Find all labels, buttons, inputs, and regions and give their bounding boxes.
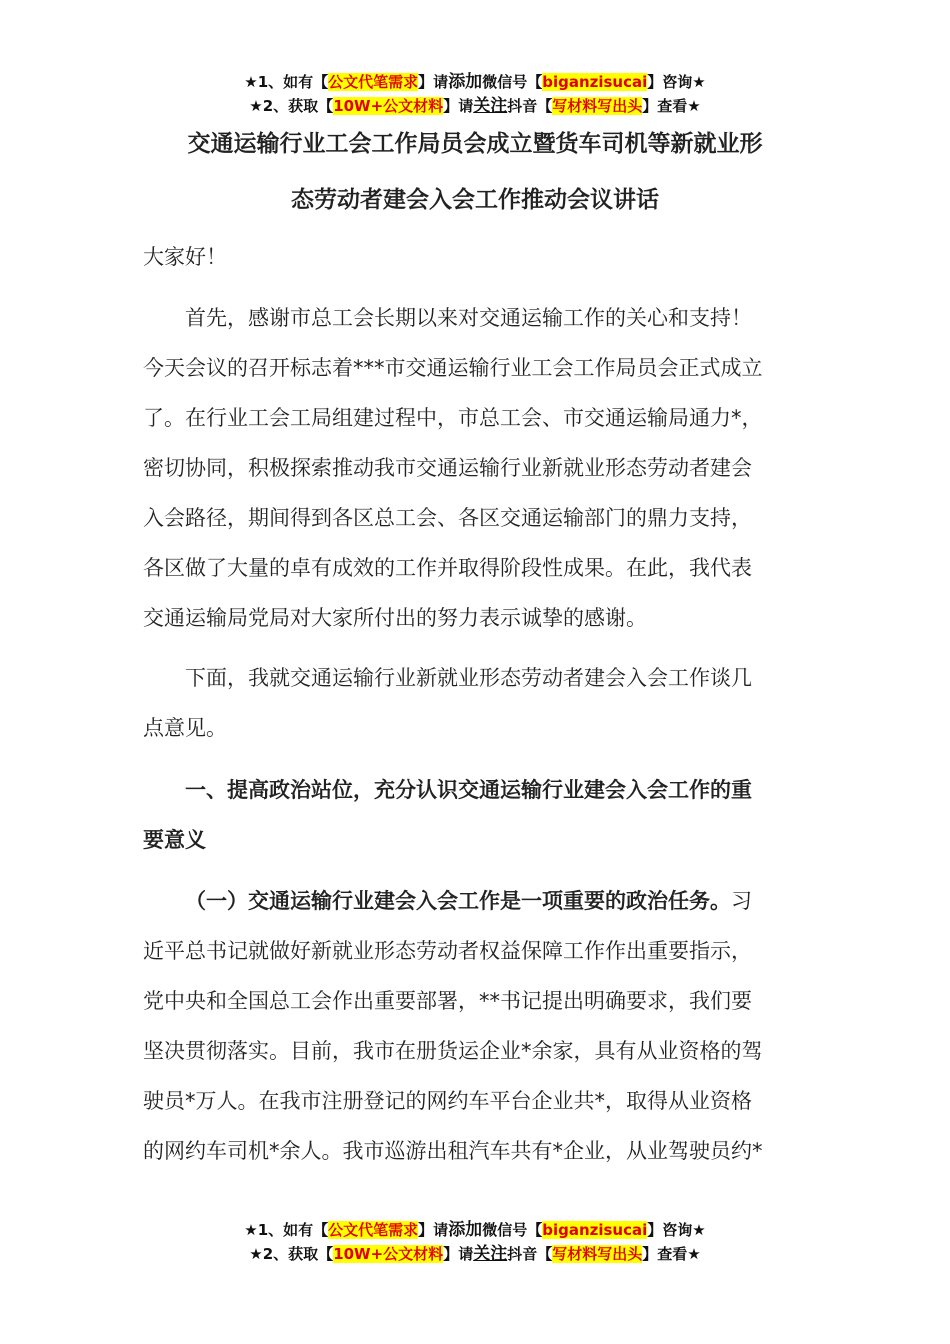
promo-text: 】查看★ [642, 1245, 701, 1263]
promo-text: 】请 [418, 1221, 449, 1239]
promo-line-1 [0, 1218, 950, 1242]
paragraph-line: 党中央和全国总工会作出重要部署，**书记提出明确要求，我们要 [143, 989, 752, 1013]
promo-line-2 [0, 94, 950, 118]
promo-text: ★1、如有【 [244, 1221, 329, 1239]
paragraph-1 [143, 293, 808, 643]
promo-text: 抖音【 [507, 1245, 553, 1263]
paragraph-line: 密切协同，积极探索推动我市交通运输行业新就业形态劳动者建会 [143, 456, 752, 480]
subheading-1: （一）交通运输行业建会入会工作是一项重要的政治任务。 [185, 889, 731, 913]
paragraph-line: 了。在行业工会工局组建过程中，市总工会、市交通运输局通力*， [143, 406, 763, 430]
promo-emphasis: 关注 [473, 1244, 508, 1264]
document-title [130, 116, 820, 228]
paragraph-line: 首先，感谢市总工会长期以来对交通运输工作的关心和支持！ [185, 306, 752, 330]
paragraph-3 [143, 876, 808, 1176]
paragraph-line: 各区做了大量的卓有成效的工作并取得阶段性成果。在此，我代表 [143, 556, 752, 580]
promo-footer [0, 1218, 950, 1266]
paragraph-line: 坚决贯彻落实。目前，我市在册货运企业*余家，具有从业资格的驾 [143, 1039, 763, 1063]
promo-highlight: biganzisucai [542, 1221, 648, 1239]
paragraph-text: 习 [731, 889, 752, 913]
promo-highlight: 公文代笔需求 [328, 73, 419, 91]
promo-header [0, 70, 950, 118]
promo-text: ★2、获取【 [249, 97, 334, 115]
promo-emphasis: 添加 [448, 1220, 483, 1240]
promo-emphasis: 添加 [448, 72, 483, 92]
promo-text: 】请 [443, 1245, 474, 1263]
promo-text: 】查看★ [642, 97, 701, 115]
title-line: 态劳动者建会入会工作推动会议讲话 [291, 187, 659, 213]
greeting: 大家好！ [143, 245, 227, 269]
title-line: 交通运输行业工会工作局员会成立暨货车司机等新就业形 [187, 131, 763, 157]
paragraph-line: 近平总书记就做好新就业形态劳动者权益保障工作作出重要指示， [143, 939, 752, 963]
heading-line: 一、提高政治站位，充分认识交通运输行业建会入会工作的重 [185, 778, 752, 802]
promo-highlight: 公文代笔需求 [328, 1221, 419, 1239]
promo-line-2 [0, 1242, 950, 1266]
paragraph-line: 点意见。 [143, 716, 227, 740]
promo-highlight: 10W+公文材料 [333, 97, 444, 115]
paragraph-line: 今天会议的召开标志着***市交通运输行业工会工作局员会正式成立 [143, 356, 763, 380]
heading-line: 要意义 [143, 828, 206, 852]
promo-text: 抖音【 [507, 97, 553, 115]
promo-highlight: 写材料写出头 [552, 97, 643, 115]
promo-text: 】请 [418, 73, 449, 91]
promo-text: 】咨询★ [647, 73, 706, 91]
promo-line-1 [0, 70, 950, 94]
paragraph-2 [143, 653, 808, 753]
promo-highlight: 写材料写出头 [552, 1245, 643, 1263]
promo-text: 微信号【 [482, 1221, 543, 1239]
paragraph-line: 驶员*万人。在我市注册登记的网约车平台企业共*，取得从业资格 [143, 1089, 752, 1113]
paragraph-line: 入会路径，期间得到各区总工会、各区交通运输部门的鼎力支持， [143, 506, 752, 530]
promo-emphasis: 关注 [473, 96, 508, 116]
promo-text: 微信号【 [482, 73, 543, 91]
promo-text: ★2、获取【 [249, 1245, 334, 1263]
promo-text: ★1、如有【 [244, 73, 329, 91]
promo-text: 】请 [443, 97, 474, 115]
promo-highlight: 10W+公文材料 [333, 1245, 444, 1263]
paragraph-line: 下面，我就交通运输行业新就业形态劳动者建会入会工作谈几 [185, 666, 752, 690]
section-heading-1 [143, 765, 808, 865]
paragraph-line [143, 876, 808, 926]
promo-text: 】咨询★ [647, 1221, 706, 1239]
paragraph-line: 交通运输局党局对大家所付出的努力表示诚挚的感谢。 [143, 606, 647, 630]
paragraph-line: 的网约车司机*余人。我市巡游出租汽车共有*企业，从业驾驶员约* [143, 1139, 763, 1163]
promo-highlight: biganzisucai [542, 73, 648, 91]
